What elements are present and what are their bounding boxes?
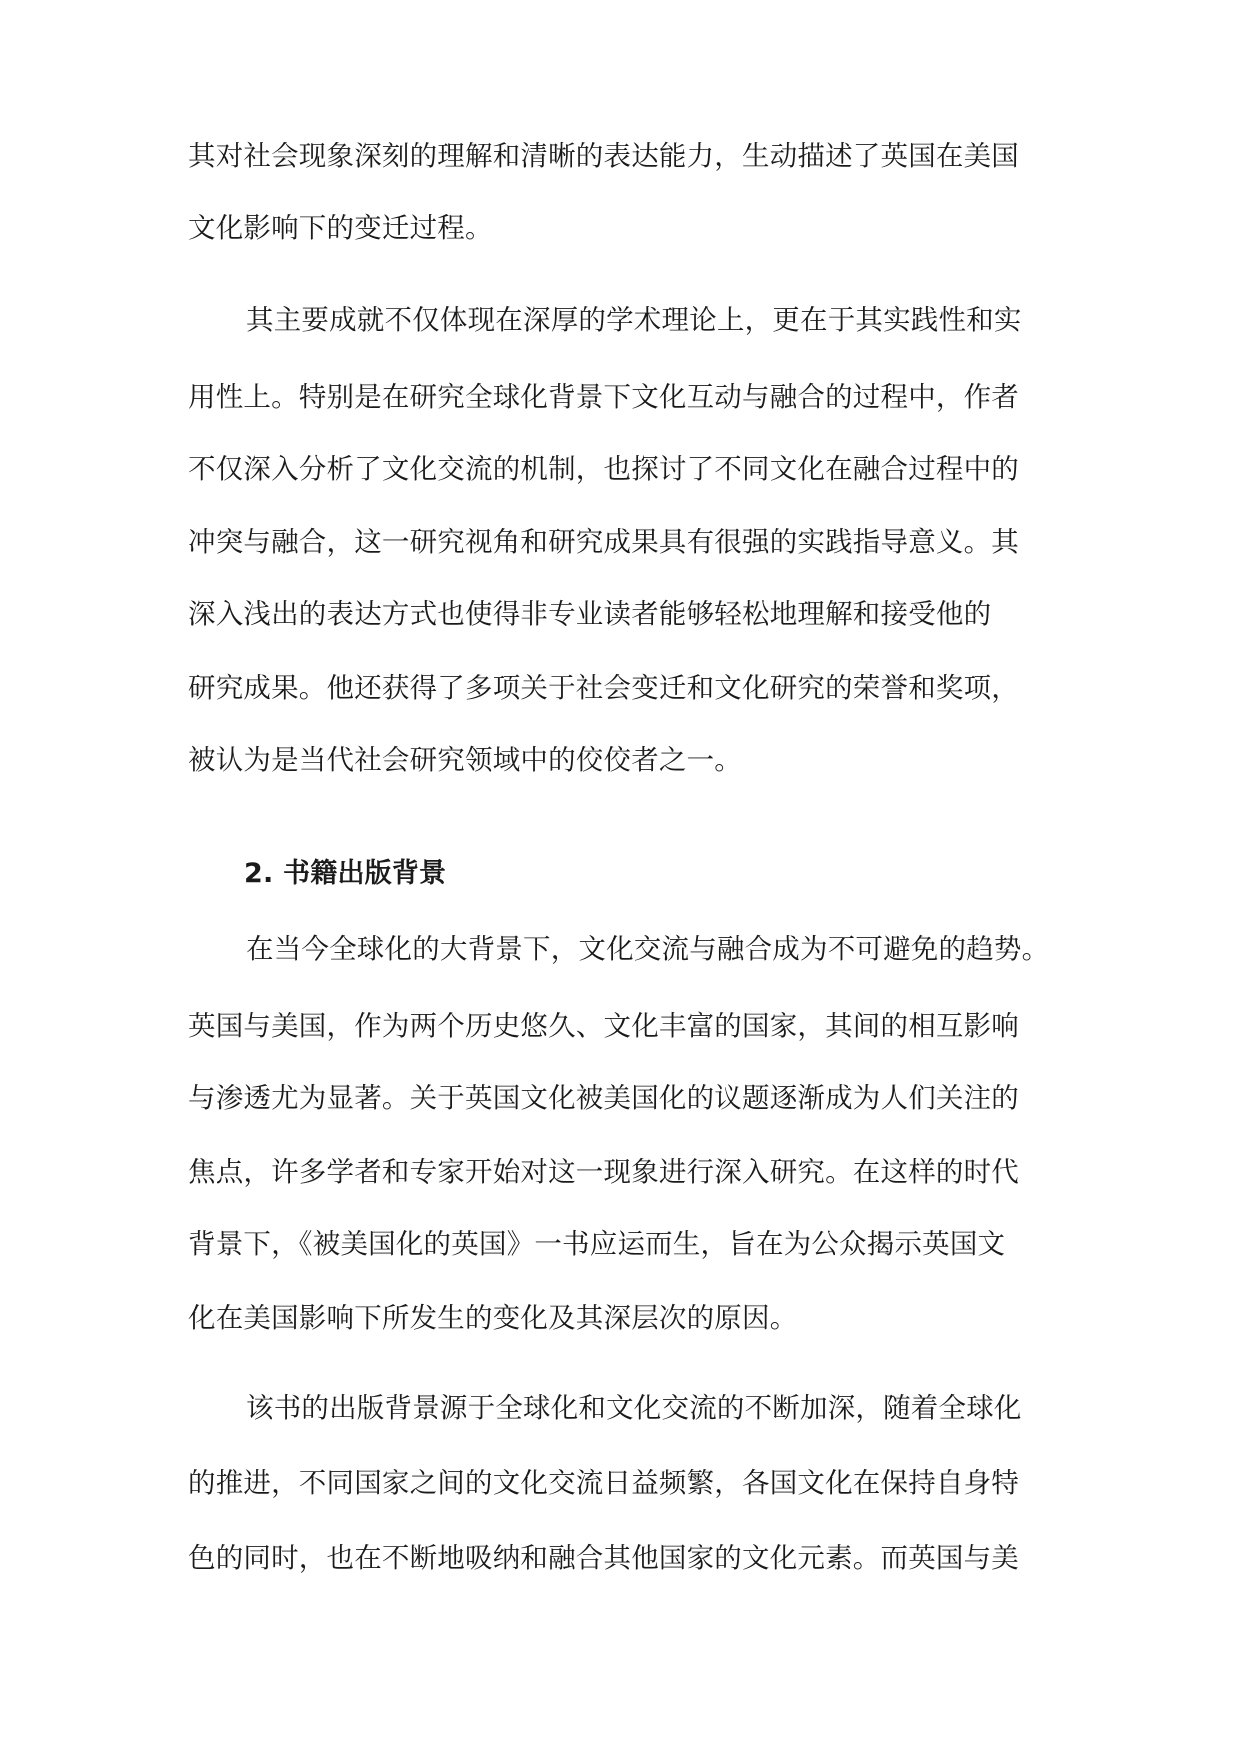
text-line: 不仅深入分析了文化交流的机制，也探讨了不同文化在融合过程中的 [188,453,1019,485]
text-line: 冲突与融合，这一研究视角和研究成果具有很强的实践指导意义。其 [188,526,1019,558]
text-line: 其对社会现象深刻的理解和清晰的表达能力，生动描述了英国在美国 [188,140,1019,172]
text-line: 的推进，不同国家之间的文化交流日益频繁，各国文化在保持自身特 [188,1467,1019,1499]
text-line: 色的同时，也在不断地吸纳和融合其他国家的文化元素。而英国与美 [188,1542,1019,1574]
text-line: 化在美国影响下所发生的变化及其深层次的原因。 [188,1302,798,1334]
text-line: 与渗透尤为显著。关于英国文化被美国化的议题逐渐成为人们关注的 [188,1082,1019,1114]
paragraph-first-line: 该书的出版背景源于全球化和文化交流的不断加深，随着全球化 [246,1392,1022,1424]
text-line: 被认为是当代社会研究领域中的佼佼者之一。 [188,744,742,776]
text-line: 文化影响下的变迁过程。 [188,212,493,244]
text-line: 英国与美国，作为两个历史悠久、文化丰富的国家，其间的相互影响 [188,1010,1019,1042]
text-line: 研究成果。他还获得了多项关于社会变迁和文化研究的荣誉和奖项， [188,672,1019,704]
paragraph-first-line: 其主要成就不仅体现在深厚的学术理论上，更在于其实践性和实 [246,304,1022,336]
section-heading: 2. 书籍出版背景 [244,858,447,889]
paragraph-first-line: 在当今全球化的大背景下，文化交流与融合成为不可避免的趋势。 [246,933,1050,965]
text-line: 背景下，《被美国化的英国》一书应运而生，旨在为公众揭示英国文 [188,1228,1006,1260]
text-line: 深入浅出的表达方式也使得非专业读者能够轻松地理解和接受他的 [188,598,992,630]
text-line: 焦点，许多学者和专家开始对这一现象进行深入研究。在这样的时代 [188,1156,1019,1188]
text-line: 用性上。特别是在研究全球化背景下文化互动与融合的过程中，作者 [188,381,1019,413]
